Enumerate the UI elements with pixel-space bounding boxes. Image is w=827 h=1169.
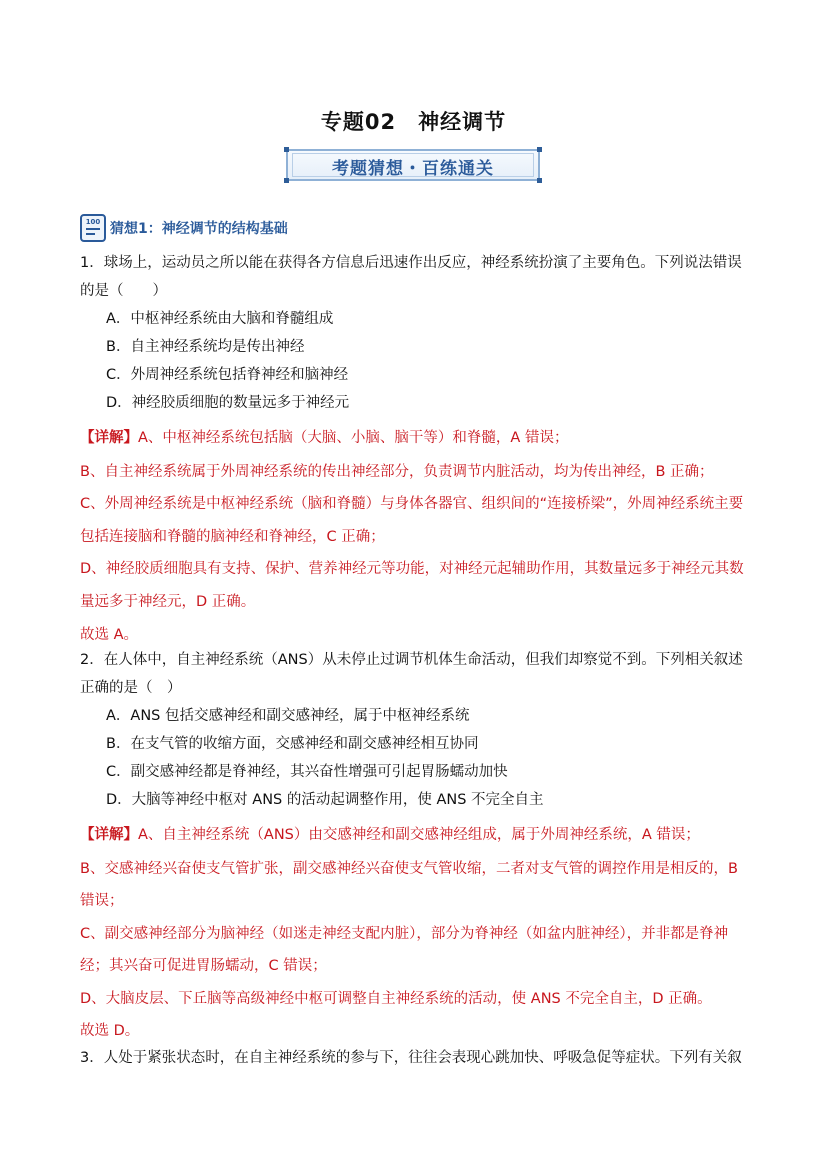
q1-detail (80, 428, 568, 448)
q1-detail: 量远多于神经元，D 正确。 (80, 594, 256, 610)
document-title: 专题02 神经调节 (320, 110, 507, 134)
q2-detail: D、大脑皮层、下丘脑等高级神经中枢可调整自主神经系统的活动，使 ANS 不完全自主，D 正确。 (80, 991, 712, 1007)
q1-option-a: A．中枢神经系统由大脑和脊髓组成 (106, 311, 334, 327)
q2-detail (80, 825, 700, 845)
banner-text: 考题猜想・百练通关 (332, 159, 494, 179)
detail-text: A、自主神经系统（ANS）由交感神经和副交感神经组成，属于外周神经系统，A 错误； (138, 827, 700, 843)
q1-detail: C、外周神经系统是中枢神经系统（脑和脊髓）与身体各器官、组织间的“连接桥梁”，外周神经系统主要 (80, 496, 744, 512)
icon-line (86, 228, 100, 230)
score-100-icon (80, 214, 106, 242)
q2-answer: 故选 D。 (80, 1023, 140, 1039)
q2-option-a: A．ANS 包括交感神经和副交感神经，属于中枢神经系统 (106, 708, 470, 724)
q1-option-b: B．自主神经系统均是传出神经 (106, 339, 305, 355)
q1-detail: 包括连接脑和脊髓的脑神经和脊神经，C 正确； (80, 529, 385, 545)
q1-detail: D、神经胶质细胞具有支持、保护、营养神经元等功能，对神经元起辅助作用，其数量远多于神经元其数 (80, 561, 744, 577)
q2-detail: C、副交感神经部分为脑神经（如迷走神经支配内脏），部分为脊神经（如盆内脏神经），并非都是脊神 (80, 926, 729, 942)
detail-tag: 【详解】 (80, 827, 138, 843)
q1-answer: 故选 A。 (80, 627, 139, 643)
detail-text: A、中枢神经系统包括脑（大脑、小脑、脑干等）和脊髓，A 错误； (138, 430, 569, 446)
q1-option-c: C．外周神经系统包括脊神经和脑神经 (106, 367, 349, 383)
banner-corner-icon (284, 147, 289, 152)
banner-corner-icon (537, 147, 542, 152)
q2-detail: 经；其兴奋可促进胃肠蠕动，C 错误； (80, 958, 327, 974)
q1-detail: B、自主神经系统属于外周神经系统的传出神经部分，负责调节内脏活动，均为传出神经，B 正确； (80, 464, 714, 480)
q1-option-d: D．神经胶质细胞的数量远多于神经元 (106, 395, 350, 411)
q2-stem: 2．在人体中，自主神经系统（ANS）从未停止过调节机体生命活动，但我们却察觉不到。下列相关叙述 (80, 652, 743, 668)
q2-detail: 错误； (80, 893, 124, 909)
q2-option-d: D．大脑等神经中枢对 ANS 的活动起调整作用，使 ANS 不完全自主 (106, 792, 544, 808)
q1-stem: 的是（ ） (80, 283, 167, 299)
q1-stem: 1．球场上，运动员之所以能在获得各方信息后迅速作出反应，神经系统扮演了主要角色。下列说法错误 (80, 255, 742, 271)
q3-stem: 3．人处于紧张状态时，在自主神经系统的参与下，往往会表现心跳加快、呼吸急促等症状。下列有关叙 (80, 1050, 742, 1066)
icon-number: 100 (85, 218, 101, 226)
section-banner (286, 149, 540, 181)
q2-detail: B、交感神经兴奋使支气管扩张，副交感神经兴奋使支气管收缩，二者对支气管的调控作用是相反的，B (80, 861, 738, 877)
q2-stem: 正确的是（ ） (80, 680, 182, 696)
q2-option-b: B．在支气管的收缩方面，交感神经和副交感神经相互协同 (106, 736, 479, 752)
icon-line (86, 233, 95, 235)
guess-label: 猜想1：神经调节的结构基础 (110, 221, 288, 237)
q2-option-c: C．副交感神经都是脊神经，其兴奋性增强可引起胃肠蠕动加快 (106, 764, 508, 780)
detail-tag: 【详解】 (80, 430, 138, 446)
